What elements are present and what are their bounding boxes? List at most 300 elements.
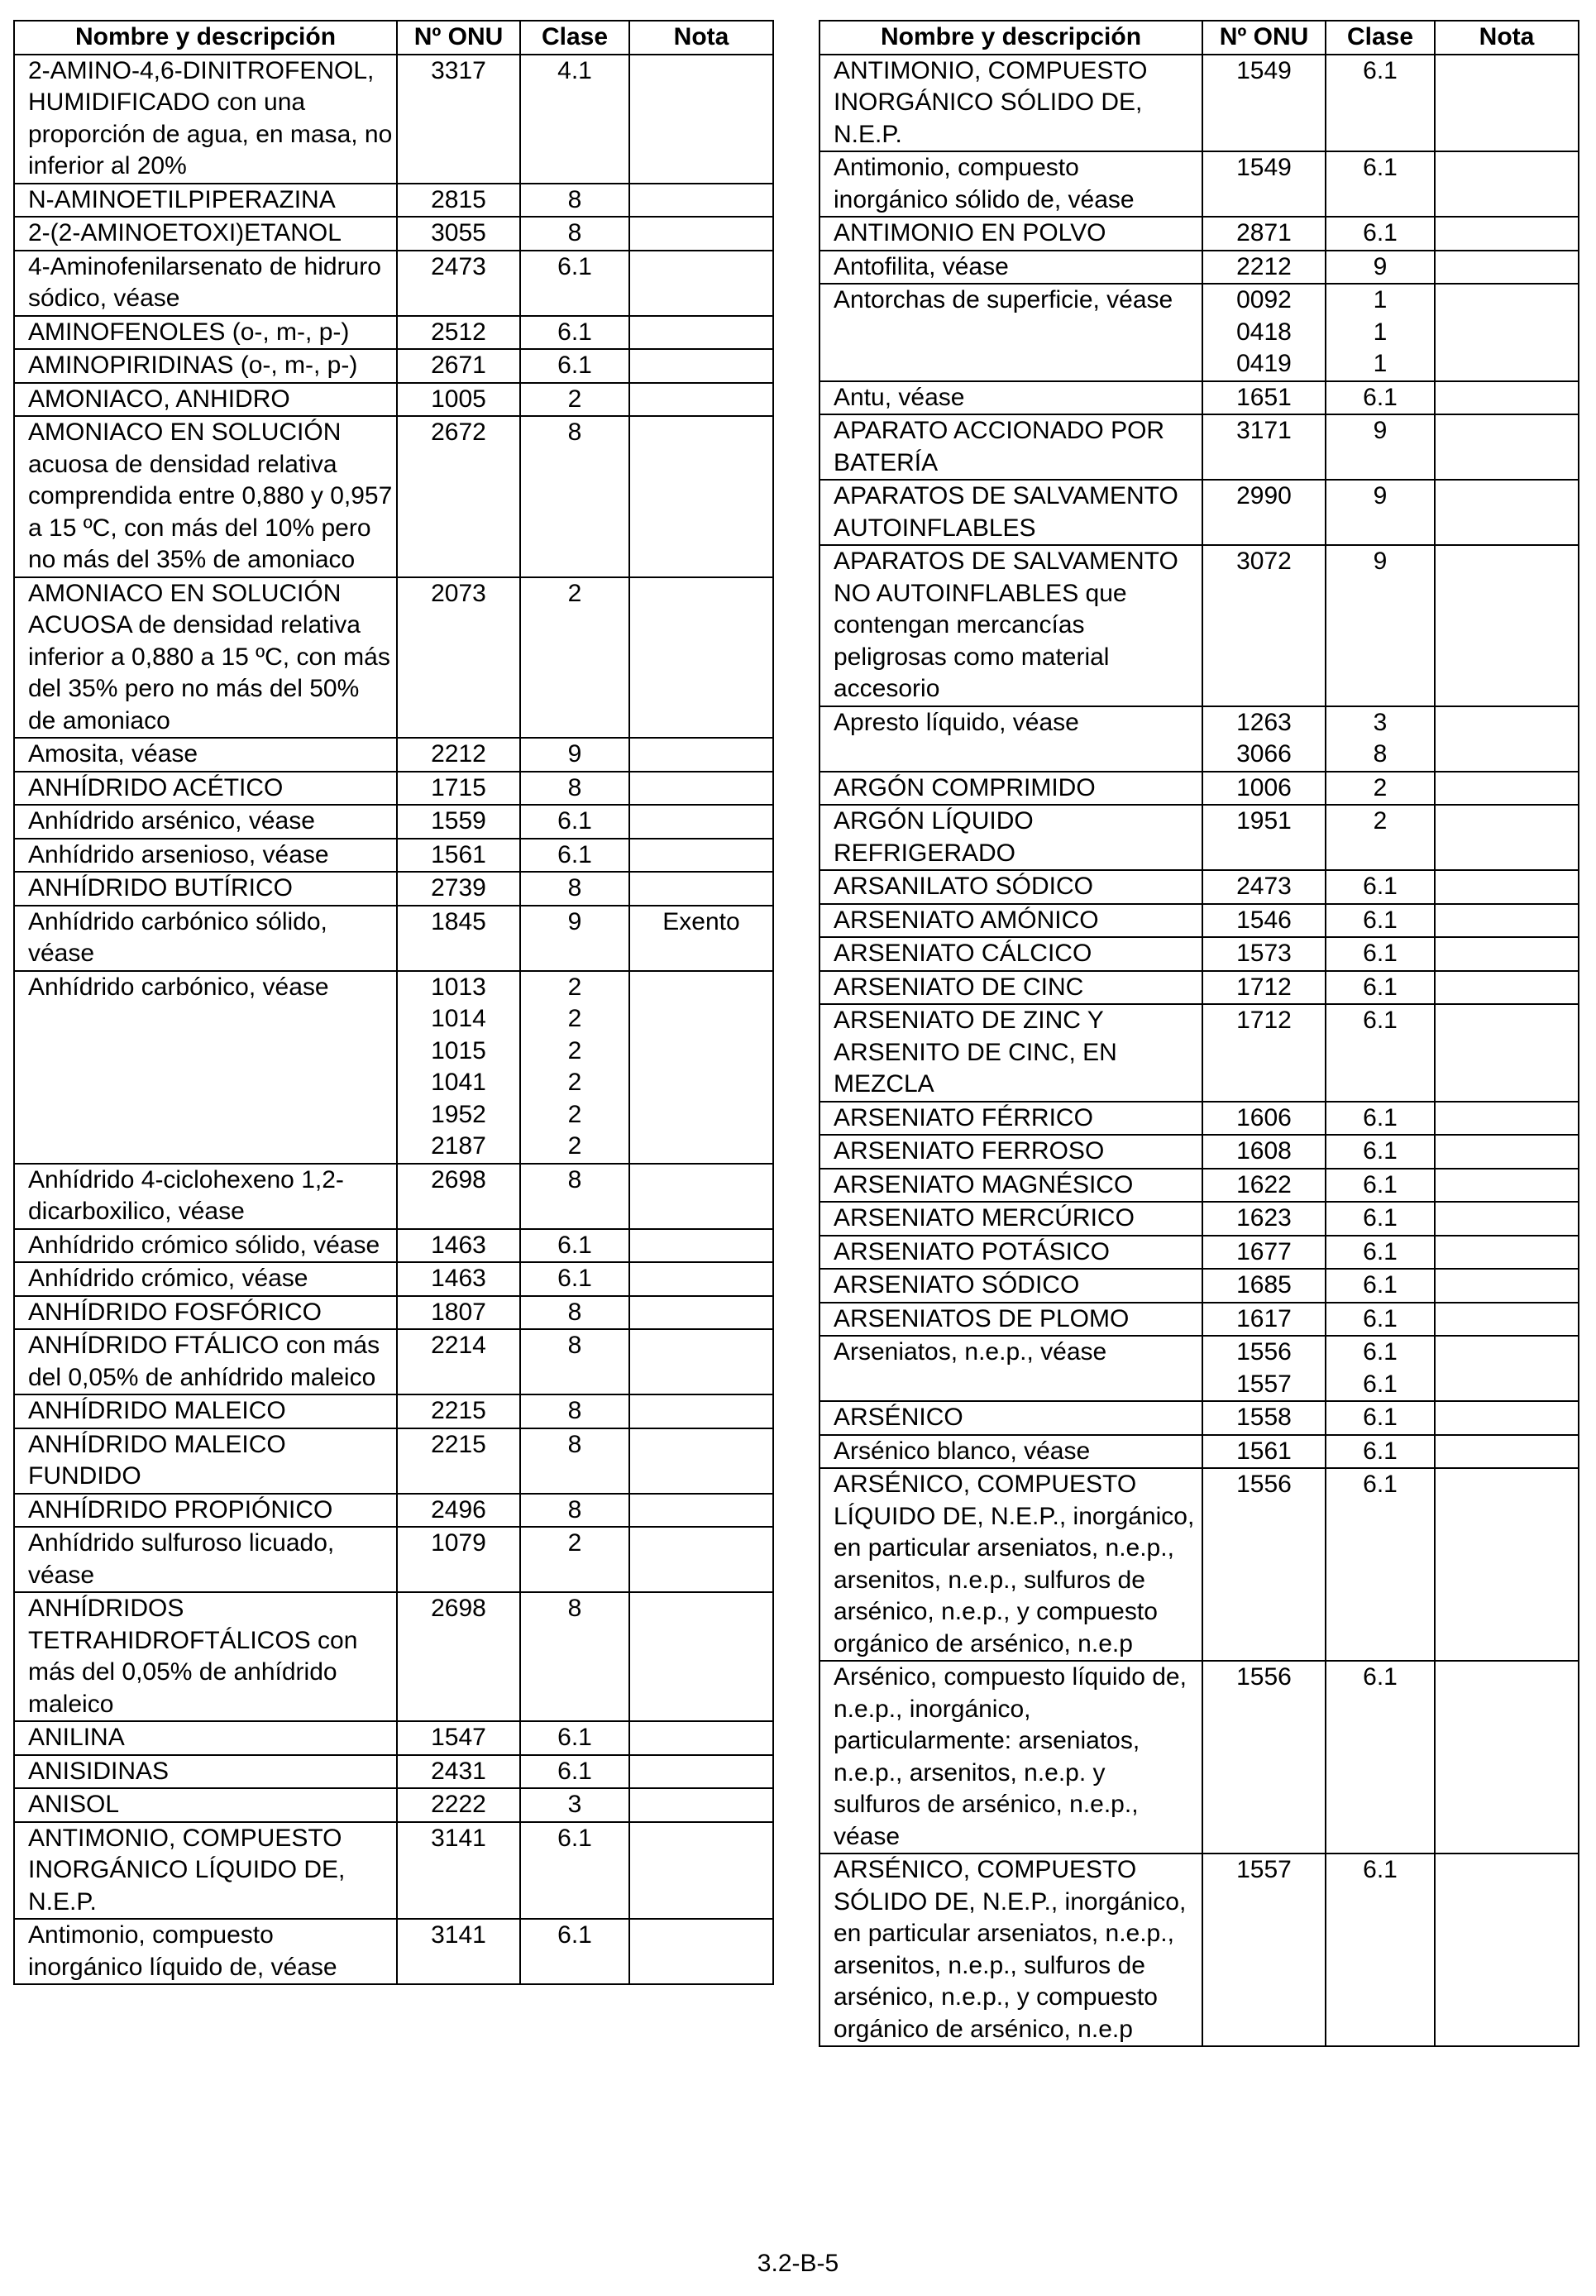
clase-value: 8: [567, 1298, 582, 1326]
onu-number: 2187: [431, 1132, 486, 1160]
clase-value: 6.1: [1363, 1170, 1398, 1198]
table-row: [14, 184, 773, 218]
substance-name: ARSENIATOS DE PLOMO: [820, 1303, 1202, 1337]
clase-cell: [1326, 1661, 1435, 1854]
onu-number: 2672: [431, 419, 486, 446]
onu-number-cell: [397, 872, 520, 906]
header-name: Nombre y descripción: [820, 21, 1202, 55]
onu-number: 1606: [1236, 1103, 1292, 1131]
clase-value: 8: [567, 419, 582, 446]
table-row: [14, 805, 773, 839]
substance-name: ARSENIATO DE ZINC Y ARSENITO DE CINC, EN MEZCLA: [820, 1004, 1202, 1102]
nota-cell: [629, 872, 773, 906]
clase-cell: [1326, 772, 1435, 806]
clase-value: 4.1: [557, 56, 592, 84]
onu-number: 2214: [431, 1332, 486, 1359]
substance-name: AMONIACO EN SOLUCIÓN ACUOSA de densidad relativa inferior a 0,880 a 15 ºC, con más del 35% pero no más del 50% de amoniaco: [14, 577, 397, 739]
table-row: [14, 772, 773, 806]
onu-number: 1685: [1236, 1271, 1292, 1299]
onu-number-cell: [1202, 414, 1326, 480]
nota-cell: [629, 1428, 773, 1494]
onu-number-cell: [1202, 1336, 1326, 1401]
table-row: [14, 383, 773, 417]
nota-cell: [1435, 1269, 1579, 1303]
substance-name: APARATO ACCIONADO POR BATERÍA: [820, 414, 1202, 480]
clase-value: 6.1: [1363, 1304, 1398, 1332]
table-row: [14, 1919, 773, 1984]
table-row: [820, 971, 1579, 1005]
onu-number: 1623: [1236, 1204, 1292, 1232]
substance-name: ANHÍDRIDOS TETRAHIDROFTÁLICOS con más del 0,05% de anhídrido maleico: [14, 1592, 397, 1721]
onu-number-cell: [1202, 1468, 1326, 1661]
clase-value: 2: [567, 1069, 582, 1096]
clase-value: 9: [1373, 482, 1388, 509]
onu-number: 1622: [1236, 1170, 1292, 1198]
onu-number-cell: [1202, 1202, 1326, 1236]
onu-number: 3072: [1236, 548, 1292, 575]
table-row: [14, 1428, 773, 1494]
nota-cell: [629, 1296, 773, 1330]
table-header-row: [14, 21, 773, 55]
substance-name: AMONIACO, ANHIDRO: [14, 383, 397, 417]
nota-cell: Exento: [629, 906, 773, 971]
table-row: [820, 1169, 1579, 1203]
nota-cell: [1435, 1303, 1579, 1337]
onu-number-cell: [1202, 381, 1326, 415]
clase-cell: [520, 1164, 629, 1229]
onu-number: 2739: [431, 874, 486, 902]
clase-value: 9: [567, 740, 582, 768]
clase-cell: [520, 839, 629, 873]
table-row: [14, 1527, 773, 1592]
clase-value: 3: [1373, 708, 1388, 736]
substance-name: ARSENIATO MERCÚRICO: [820, 1202, 1202, 1236]
substance-name: ARSENIATO POTÁSICO: [820, 1236, 1202, 1270]
clase-value: 3: [567, 1791, 582, 1818]
onu-number: 2990: [1236, 482, 1292, 509]
nota-cell: [629, 316, 773, 350]
header-onu: Nº ONU: [397, 21, 520, 55]
clase-value: 6.1: [1363, 1437, 1398, 1465]
table-row: [14, 316, 773, 350]
clase-cell: [1326, 1303, 1435, 1337]
table-row: [820, 1854, 1579, 2046]
clase-cell: [1326, 55, 1435, 152]
clase-value: 6.1: [1363, 1338, 1398, 1366]
substance-name: Amosita, véase: [14, 738, 397, 772]
clase-cell: [520, 217, 629, 251]
clase-value: 8: [567, 219, 582, 246]
clase-cell: [1326, 151, 1435, 217]
onu-number: 2222: [431, 1791, 486, 1818]
clase-cell: [1326, 1336, 1435, 1401]
substance-name: ARSENIATO FÉRRICO: [820, 1102, 1202, 1136]
clase-value: 6.1: [557, 1231, 592, 1259]
onu-number-cell: [397, 383, 520, 417]
table-row: [820, 1303, 1579, 1337]
clase-value: 2: [567, 973, 582, 1001]
nota-cell: [629, 738, 773, 772]
table-row: [820, 1102, 1579, 1136]
table-row: [820, 251, 1579, 285]
substance-name: ARGÓN LÍQUIDO REFRIGERADO: [820, 805, 1202, 870]
table-row: [14, 906, 773, 971]
onu-number-cell: [397, 1721, 520, 1755]
onu-number: 1559: [431, 807, 486, 835]
onu-number-cell: [1202, 1135, 1326, 1169]
onu-number-cell: [397, 251, 520, 316]
clase-value: 2: [1373, 807, 1388, 835]
nota-cell: [629, 217, 773, 251]
onu-number-cell: [397, 1164, 520, 1229]
onu-number: 1556: [1236, 1338, 1292, 1366]
onu-number: 1561: [431, 840, 486, 868]
onu-number: 3141: [431, 1921, 486, 1949]
onu-number-cell: [397, 184, 520, 218]
nota-cell: [1435, 1236, 1579, 1270]
clase-value: 8: [1373, 740, 1388, 768]
nota-cell: [629, 1329, 773, 1394]
clase-cell: [1326, 937, 1435, 971]
substance-name: ARGÓN COMPRIMIDO: [820, 772, 1202, 806]
onu-number: 2473: [431, 252, 486, 280]
onu-number-cell: [397, 1494, 520, 1528]
substance-name: Anhídrido arsenioso, véase: [14, 839, 397, 873]
onu-number-cell: [1202, 870, 1326, 904]
onu-number: 1651: [1236, 383, 1292, 411]
onu-number-cell: [1202, 1435, 1326, 1469]
clase-cell: [520, 1394, 629, 1428]
onu-number-cell: [397, 1296, 520, 1330]
onu-number: 1015: [431, 1036, 486, 1064]
nota-cell: [1435, 1468, 1579, 1661]
header-nota: Nota: [629, 21, 773, 55]
onu-number: 1558: [1236, 1404, 1292, 1431]
onu-number-cell: [397, 906, 520, 971]
clase-value: 8: [567, 1595, 582, 1622]
nota-cell: [629, 1919, 773, 1984]
clase-value: 6.1: [1363, 219, 1398, 246]
onu-number-cell: [397, 1428, 520, 1494]
clase-value: 6.1: [1363, 906, 1398, 934]
table-row: [14, 872, 773, 906]
onu-number: 1263: [1236, 708, 1292, 736]
substance-name: 4-Aminofenilarsenato de hidruro sódico, véase: [14, 251, 397, 316]
table-row: [820, 1004, 1579, 1102]
onu-number-cell: [397, 55, 520, 184]
onu-number: 1547: [431, 1724, 486, 1751]
nota-cell: [629, 1755, 773, 1789]
clase-value: 6.1: [1363, 1007, 1398, 1034]
onu-number-cell: [1202, 1169, 1326, 1203]
clase-value: 8: [567, 1332, 582, 1359]
nota-cell: [1435, 545, 1579, 706]
substance-name: AMINOFENOLES (o-, m-, p-): [14, 316, 397, 350]
substance-name: AMINOPIRIDINAS (o-, m-, p-): [14, 349, 397, 383]
table-row: [820, 1435, 1579, 1469]
clase-cell: [520, 349, 629, 383]
clase-cell: [520, 1527, 629, 1592]
table-body-left: [14, 55, 773, 1985]
header-name: Nombre y descripción: [14, 21, 397, 55]
clase-cell: [520, 872, 629, 906]
onu-number-cell: [1202, 706, 1326, 772]
clase-value: 1: [1373, 318, 1388, 346]
substance-name: ANHÍDRIDO PROPIÓNICO: [14, 1494, 397, 1528]
onu-number: 1006: [1236, 773, 1292, 801]
onu-number: 1463: [431, 1231, 486, 1259]
onu-number: 3171: [1236, 417, 1292, 444]
table-row: [820, 217, 1579, 251]
onu-number: 2512: [431, 318, 486, 346]
table-row: [820, 151, 1579, 217]
substance-name: ANTIMONIO, COMPUESTO INORGÁNICO LÍQUIDO DE, N.E.P.: [14, 1822, 397, 1920]
clase-value: 6.1: [557, 318, 592, 346]
onu-number: 1951: [1236, 807, 1292, 835]
clase-value: 6.1: [1363, 873, 1398, 900]
clase-value: 6.1: [1363, 1271, 1398, 1299]
table-row: [820, 480, 1579, 545]
table-row: [14, 971, 773, 1164]
nota-cell: [629, 1592, 773, 1721]
substance-name: ANILINA: [14, 1721, 397, 1755]
clase-value: 9: [1373, 548, 1388, 575]
clase-value: 6.1: [557, 252, 592, 280]
right-table-column: [819, 20, 1578, 2047]
table-row: [14, 1494, 773, 1528]
substance-name: Antimonio, compuesto inorgánico sólido de, véase: [820, 151, 1202, 217]
substance-name: ANISIDINAS: [14, 1755, 397, 1789]
nota-cell: [1435, 1169, 1579, 1203]
onu-number-cell: [397, 839, 520, 873]
nota-cell: [1435, 706, 1579, 772]
onu-number-cell: [1202, 1854, 1326, 2046]
table-row: [14, 217, 773, 251]
clase-value: 6.1: [1363, 1237, 1398, 1265]
table-row: [14, 1755, 773, 1789]
substance-name: Anhídrido crómico, véase: [14, 1262, 397, 1296]
table-row: [14, 1229, 773, 1263]
clase-value: 6.1: [1363, 940, 1398, 967]
substance-name: 2-AMINO-4,6-DINITROFENOL, HUMIDIFICADO con una proporción de agua, en masa, no inferior al 20%: [14, 55, 397, 184]
clase-cell: [520, 416, 629, 577]
substance-name: APARATOS DE SALVAMENTO NO AUTOINFLABLES que contengan mercancías peligrosas como material accesorio: [820, 545, 1202, 706]
nota-cell: [629, 1164, 773, 1229]
onu-number-cell: [1202, 937, 1326, 971]
nota-cell: [1435, 480, 1579, 545]
nota-cell: [1435, 1435, 1579, 1469]
clase-cell: [520, 1262, 629, 1296]
clase-value: 2: [567, 1100, 582, 1128]
clase-value: 6.1: [557, 1265, 592, 1292]
clase-value: 6.1: [1363, 1471, 1398, 1498]
clase-value: 6.1: [557, 352, 592, 379]
clase-value: 2: [567, 1132, 582, 1160]
onu-number: 1845: [431, 907, 486, 935]
clase-cell: [520, 1428, 629, 1494]
substance-name: Anhídrido carbónico sólido, véase: [14, 906, 397, 971]
onu-number: 2431: [431, 1757, 486, 1785]
onu-number: 1712: [1236, 973, 1292, 1001]
nota-cell: [629, 971, 773, 1164]
onu-number-cell: [397, 971, 520, 1164]
clase-cell: [1326, 414, 1435, 480]
clase-value: 8: [567, 1495, 582, 1523]
table-row: [820, 937, 1579, 971]
onu-number-cell: [397, 1527, 520, 1592]
substance-name: ANHÍDRIDO MALEICO FUNDIDO: [14, 1428, 397, 1494]
nota-cell: [1435, 1102, 1579, 1136]
table-row: [14, 738, 773, 772]
nota-cell: [629, 383, 773, 417]
onu-number: 1079: [431, 1529, 486, 1557]
onu-number-cell: [397, 1262, 520, 1296]
table-row: [14, 349, 773, 383]
clase-cell: [520, 316, 629, 350]
header-clase: Clase: [520, 21, 629, 55]
nota-cell: [1435, 251, 1579, 285]
onu-number-cell: [397, 1788, 520, 1822]
substance-name: Antorchas de superficie, véase: [820, 284, 1202, 381]
table-row: [820, 381, 1579, 415]
onu-number-cell: [1202, 251, 1326, 285]
onu-number-cell: [397, 805, 520, 839]
table-row: [820, 1468, 1579, 1661]
substance-name: ARSÉNICO: [820, 1401, 1202, 1435]
table-row: [14, 1296, 773, 1330]
clase-value: 6.1: [557, 1921, 592, 1949]
onu-number-cell: [397, 349, 520, 383]
onu-number-cell: [397, 1919, 520, 1984]
header-onu: Nº ONU: [1202, 21, 1326, 55]
onu-number: 1013: [431, 973, 486, 1001]
nota-cell: [629, 839, 773, 873]
substance-name: Antimonio, compuesto inorgánico líquido de, véase: [14, 1919, 397, 1984]
table-row: [820, 1336, 1579, 1401]
nota-cell: [1435, 805, 1579, 870]
substance-name: ARSÉNICO, COMPUESTO SÓLIDO DE, N.E.P., inorgánico, en particular arseniatos, n.e.p., arsenitos, n.e.p., sulfuros de arsénico, n.e.p., y compuesto orgánico de arsénico, n.e.p: [820, 1854, 1202, 2046]
clase-value: 6.1: [557, 840, 592, 868]
table-row: [820, 706, 1579, 772]
onu-number: 1617: [1236, 1304, 1292, 1332]
onu-number: 1677: [1236, 1237, 1292, 1265]
clase-value: 1: [1373, 350, 1388, 377]
clase-value: 2: [567, 1005, 582, 1032]
table-row: [14, 1822, 773, 1920]
clase-cell: [1326, 1269, 1435, 1303]
substance-name: 2-(2-AMINOETOXI)ETANOL: [14, 217, 397, 251]
substance-name: Anhídrido arsénico, véase: [14, 805, 397, 839]
clase-value: 6.1: [1363, 1137, 1398, 1165]
dangerous-goods-table-left: [13, 20, 774, 1985]
clase-cell: [1326, 1468, 1435, 1661]
onu-number: 1546: [1236, 906, 1292, 934]
onu-number: 3066: [1236, 740, 1292, 768]
substance-name: ANHÍDRIDO FOSFÓRICO: [14, 1296, 397, 1330]
substance-name: Antu, véase: [820, 381, 1202, 415]
clase-cell: [520, 1592, 629, 1721]
onu-number: 0419: [1236, 350, 1292, 377]
clase-value: 2: [1373, 773, 1388, 801]
onu-number-cell: [1202, 1102, 1326, 1136]
clase-cell: [520, 1494, 629, 1528]
onu-number: 1463: [431, 1265, 486, 1292]
nota-cell: [629, 577, 773, 739]
onu-number-cell: [397, 1755, 520, 1789]
table-row: [820, 1401, 1579, 1435]
clase-value: 8: [567, 1430, 582, 1458]
nota-cell: [629, 1788, 773, 1822]
clase-cell: [520, 971, 629, 1164]
table-row: [820, 414, 1579, 480]
clase-cell: [1326, 1169, 1435, 1203]
substance-name: Arsénico blanco, véase: [820, 1435, 1202, 1469]
nota-cell: [629, 1262, 773, 1296]
onu-number-cell: [397, 1329, 520, 1394]
table-row: [820, 870, 1579, 904]
substance-name: Anhídrido sulfuroso licuado, véase: [14, 1527, 397, 1592]
onu-number: 1557: [1236, 1856, 1292, 1883]
onu-number-cell: [1202, 1236, 1326, 1270]
onu-number-cell: [397, 1394, 520, 1428]
clase-value: 1: [1373, 286, 1388, 313]
clase-cell: [520, 906, 629, 971]
nota-cell: [1435, 151, 1579, 217]
substance-name: ANHÍDRIDO MALEICO: [14, 1394, 397, 1428]
table-row: [820, 772, 1579, 806]
table-body-right: [820, 55, 1579, 2047]
clase-value: 8: [567, 1165, 582, 1193]
onu-number-cell: [397, 1592, 520, 1721]
clase-value: 6.1: [1363, 973, 1398, 1001]
onu-number-cell: [397, 316, 520, 350]
onu-number: 3141: [431, 1824, 486, 1852]
onu-number: 2698: [431, 1595, 486, 1622]
table-row: [14, 839, 773, 873]
clase-cell: [1326, 1854, 1435, 2046]
clase-cell: [1326, 971, 1435, 1005]
onu-number-cell: [1202, 1303, 1326, 1337]
clase-cell: [520, 1788, 629, 1822]
substance-name: ARSENIATO FERROSO: [820, 1135, 1202, 1169]
onu-number-cell: [1202, 772, 1326, 806]
onu-number: 0092: [1236, 286, 1292, 313]
substance-name: Anhídrido 4-ciclohexeno 1,2-dicarboxilico, véase: [14, 1164, 397, 1229]
substance-name: ARSENIATO MAGNÉSICO: [820, 1169, 1202, 1203]
onu-number-cell: [397, 217, 520, 251]
substance-name: ANTIMONIO, COMPUESTO INORGÁNICO SÓLIDO DE, N.E.P.: [820, 55, 1202, 152]
clase-cell: [520, 1296, 629, 1330]
onu-number: 1556: [1236, 1663, 1292, 1691]
nota-cell: [1435, 1202, 1579, 1236]
nota-cell: [629, 55, 773, 184]
onu-number-cell: [1202, 284, 1326, 381]
clase-value: 6.1: [1363, 1404, 1398, 1431]
nota-cell: [1435, 772, 1579, 806]
left-table-column: [13, 20, 772, 1985]
substance-name: Anhídrido carbónico, véase: [14, 971, 397, 1164]
onu-number-cell: [1202, 904, 1326, 938]
clase-cell: [520, 577, 629, 739]
clase-cell: [520, 738, 629, 772]
clase-cell: [1326, 251, 1435, 285]
nota-cell: [629, 772, 773, 806]
clase-cell: [520, 251, 629, 316]
onu-number-cell: [397, 1229, 520, 1263]
onu-number-cell: [1202, 1661, 1326, 1854]
nota-cell: [629, 1527, 773, 1592]
clase-cell: [520, 1329, 629, 1394]
